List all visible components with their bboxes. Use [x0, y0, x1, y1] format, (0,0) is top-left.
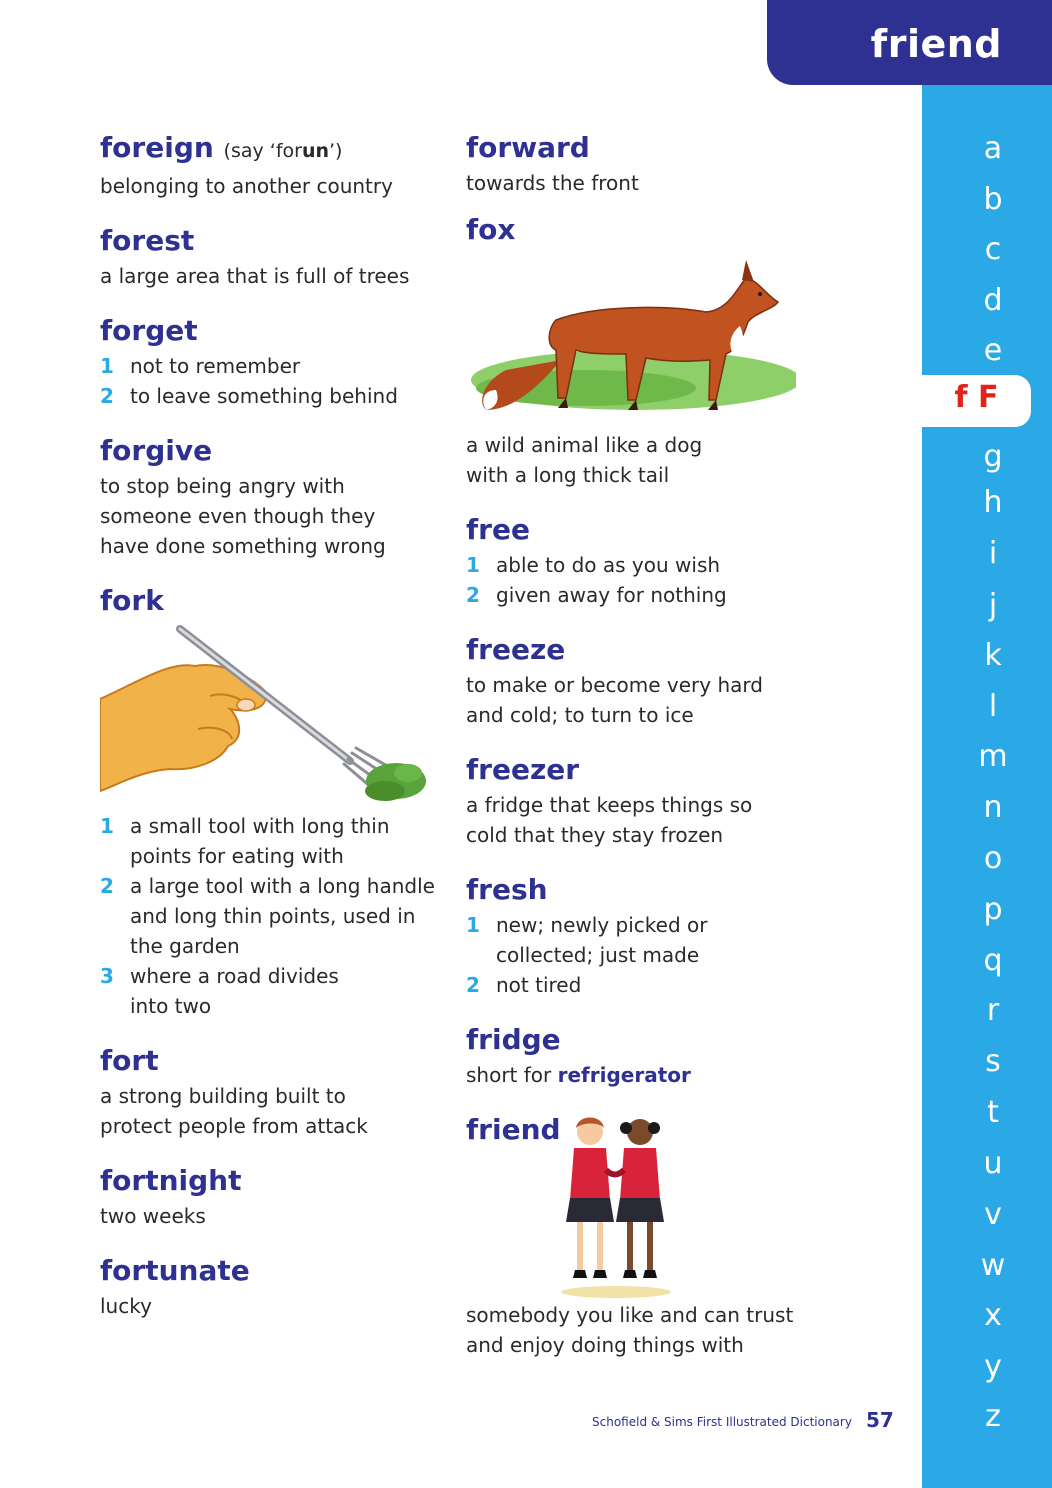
- sense-text: able to do as you wish: [496, 553, 721, 577]
- active-letter-label: f F: [954, 380, 999, 415]
- headword: fridge: [466, 1023, 561, 1056]
- sense-text: not tired: [496, 973, 582, 997]
- definition: a large area that is full of trees: [100, 264, 410, 288]
- sense-number: 2: [100, 384, 114, 408]
- index-letter-i[interactable]: i: [988, 536, 998, 571]
- sense-number: 2: [466, 973, 480, 997]
- fork-illustration: [100, 621, 430, 811]
- headword: free: [466, 513, 530, 546]
- page-number: 57: [866, 1408, 894, 1432]
- sense: [466, 970, 806, 1000]
- definition: to stop being angry with someone even though they have done something wrong: [100, 474, 386, 558]
- sense-number: 2: [466, 583, 480, 607]
- sense-text: a small tool with long thin points for eating with: [130, 814, 390, 868]
- headword: fortunate: [100, 1254, 250, 1287]
- definition-text: short for: [466, 1063, 558, 1087]
- pronunciation-end: ’): [329, 140, 343, 162]
- headword: freezer: [466, 753, 580, 786]
- definition: lucky: [100, 1294, 152, 1318]
- headword: fresh: [466, 873, 548, 906]
- entry-fortunate: [100, 1251, 440, 1321]
- sense-text: not to remember: [130, 354, 301, 378]
- entry-forest: [100, 221, 440, 291]
- headword: fortnight: [100, 1164, 242, 1197]
- pronunciation: [224, 140, 343, 162]
- index-letter-j[interactable]: j: [988, 588, 998, 623]
- definition: towards the front: [466, 171, 639, 195]
- sense: [466, 910, 806, 970]
- index-letter-y[interactable]: y: [984, 1349, 1002, 1384]
- sense-number: 1: [100, 814, 114, 838]
- index-letter-k[interactable]: k: [984, 638, 1002, 673]
- index-letter-h[interactable]: h: [983, 485, 1003, 520]
- sense: [100, 961, 440, 1021]
- sense-text: where a road divides into two: [130, 964, 339, 1018]
- sense: [100, 811, 440, 871]
- headword: friend: [466, 1113, 561, 1146]
- index-letter-u[interactable]: u: [983, 1146, 1003, 1181]
- entry-fresh: [466, 870, 806, 1000]
- definition: to make or become very hard and cold; to turn to ice: [466, 673, 763, 727]
- sense-text: new; newly picked or collected; just made: [496, 913, 708, 967]
- entry-fork: [100, 581, 440, 1021]
- sense: [100, 351, 440, 381]
- sense: [100, 871, 440, 961]
- headword: fox: [466, 213, 516, 246]
- headword-text: foreign: [100, 131, 214, 164]
- headword: fort: [100, 1044, 159, 1077]
- definition: a wild animal like a dog with a long thick tail: [466, 433, 703, 487]
- index-letter-w[interactable]: w: [980, 1248, 1006, 1283]
- sense: [466, 580, 806, 610]
- friend-illustration: [556, 1110, 676, 1300]
- index-letter-n[interactable]: n: [983, 790, 1003, 825]
- sense-number: 1: [466, 553, 480, 577]
- headword: freeze: [466, 633, 566, 666]
- entry-foreign: [100, 128, 440, 201]
- right-column: [466, 128, 806, 1380]
- headword: [100, 128, 440, 171]
- definition: two weeks: [100, 1204, 206, 1228]
- definition: a strong building built to protect people from attack: [100, 1084, 368, 1138]
- index-letter-g[interactable]: g: [983, 439, 1003, 474]
- entry-fortnight: [100, 1161, 440, 1231]
- index-letter-z[interactable]: z: [985, 1399, 1001, 1434]
- cross-reference-link[interactable]: refrigerator: [557, 1063, 691, 1087]
- sense-number: 3: [100, 964, 114, 988]
- index-letter-f-active[interactable]: [922, 375, 1031, 427]
- entry-fox: [466, 210, 806, 490]
- fox-illustration: [466, 250, 796, 430]
- definition: a fridge that keeps things so cold that they stay frozen: [466, 793, 753, 847]
- alphabet-index: [922, 85, 1052, 1488]
- entry-free: [466, 510, 806, 610]
- sense-text: a large tool with a long handle and long thin points, used in the garden: [130, 874, 435, 958]
- headword: forward: [466, 131, 590, 164]
- index-letter-b[interactable]: b: [983, 182, 1003, 217]
- entry-fort: [100, 1041, 440, 1141]
- left-column: [100, 128, 440, 1341]
- sense-number: 1: [466, 913, 480, 937]
- definition: [466, 1060, 806, 1090]
- index-letter-a[interactable]: a: [983, 131, 1003, 166]
- definition: somebody you like and can trust and enjoy doing things with: [466, 1303, 794, 1357]
- headword: fork: [100, 584, 164, 617]
- friend-headword-row: [466, 1110, 806, 1300]
- index-letter-o[interactable]: o: [983, 841, 1003, 876]
- index-letter-m[interactable]: m: [978, 739, 1008, 774]
- index-letter-x[interactable]: x: [984, 1298, 1002, 1333]
- sense-text: given away for nothing: [496, 583, 727, 607]
- index-letter-d[interactable]: d: [983, 283, 1003, 318]
- guide-word: friend: [870, 22, 1002, 66]
- index-letter-q[interactable]: q: [983, 943, 1003, 978]
- pronunciation-start: (say ‘for: [223, 140, 302, 162]
- index-letter-c[interactable]: c: [984, 232, 1002, 267]
- sense-text: to leave something behind: [130, 384, 398, 408]
- headword: forest: [100, 224, 195, 257]
- entry-fridge: [466, 1020, 806, 1090]
- index-letter-l[interactable]: l: [988, 689, 998, 724]
- index-letter-s[interactable]: s: [985, 1044, 1001, 1079]
- footer-credit: Schofield & Sims First Illustrated Dictionary: [592, 1415, 852, 1429]
- entry-friend: [466, 1110, 806, 1360]
- headword: forget: [100, 314, 198, 347]
- definition: belonging to another country: [100, 174, 393, 198]
- entry-freezer: [466, 750, 806, 850]
- guide-word-tab: [767, 0, 1052, 85]
- headword: forgive: [100, 434, 213, 467]
- sense: [466, 550, 806, 580]
- index-letter-p[interactable]: p: [983, 892, 1003, 927]
- sense: [100, 381, 440, 411]
- index-letter-t[interactable]: t: [987, 1095, 999, 1130]
- index-letter-e[interactable]: e: [983, 333, 1003, 368]
- entry-forget: [100, 311, 440, 411]
- sense-number: 1: [100, 354, 114, 378]
- entry-freeze: [466, 630, 806, 730]
- index-letter-r[interactable]: r: [986, 993, 1000, 1028]
- pronunciation-stress: un: [301, 140, 330, 162]
- entry-forgive: [100, 431, 440, 561]
- entry-forward: [466, 128, 806, 198]
- sense-number: 2: [100, 874, 114, 898]
- index-letter-v[interactable]: v: [984, 1197, 1002, 1232]
